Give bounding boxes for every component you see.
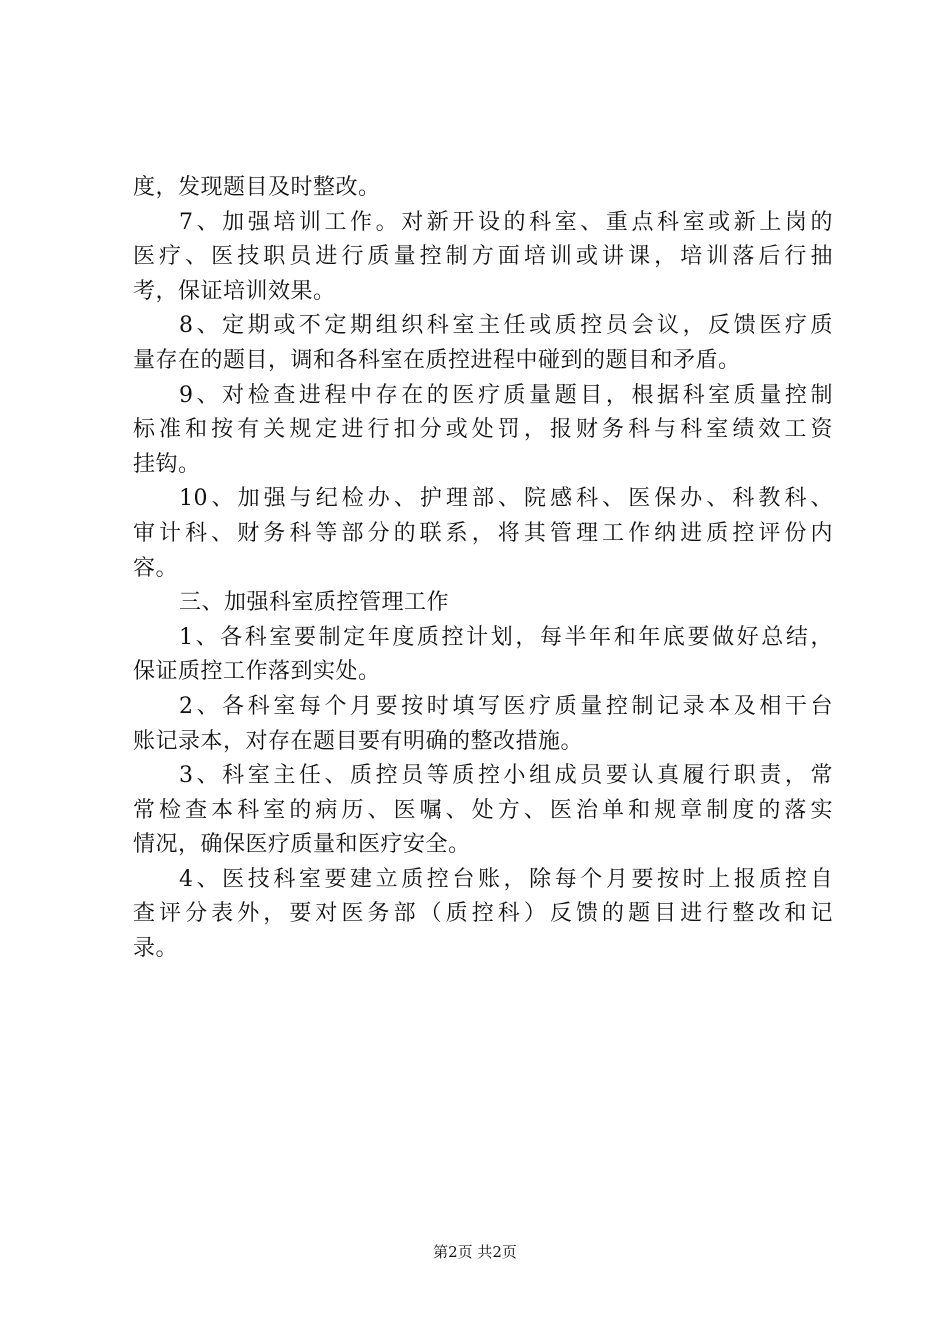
paragraph-line: 医疗、医技职员进行质量控制方面培训或讲课，培训落后行抽 — [133, 244, 833, 270]
paragraph-line: 常检查本科室的病历、医嘱、处方、医治单和规章制度的落实 — [133, 797, 833, 823]
paragraph-line: 度，发现题目及时整改。 — [133, 175, 381, 200]
paragraph-line: 三、加强科室质控管理工作 — [179, 590, 450, 616]
paragraph-line: 账记录本，对存在题目要有明确的整改措施。 — [133, 728, 584, 754]
paragraph-line: 考，保证培训效果。 — [133, 278, 336, 304]
paragraph-line: 容。 — [133, 555, 179, 581]
paragraph-line: 查评分表外，要对医务部（质控科）反馈的题目进行整改和记 — [133, 901, 833, 927]
page-footer: 第2页 共2页 — [433, 1243, 517, 1261]
paragraph-line: 7、加强培训工作。对新开设的科室、重点科室或新上岗的 — [179, 209, 833, 235]
paragraph-line: 8、定期或不定期组织科室主任或质控员会议，反馈医疗质 — [179, 313, 833, 339]
document-body — [133, 171, 833, 967]
paragraph-line: 保证质控工作落到实处。 — [133, 659, 381, 685]
paragraph-line: 10、加强与纪检办、护理部、院感科、医保办、科教科、 — [179, 486, 833, 512]
paragraph-line: 标准和按有关规定进行扣分或处罚，报财务科与科室绩效工资 — [133, 417, 833, 443]
paragraph-line: 4、医技科室要建立质控台账，除每个月要按时上报质控自 — [179, 866, 833, 892]
paragraph-line: 情况，确保医疗质量和医疗安全。 — [133, 832, 471, 858]
paragraph-line: 量存在的题目，调和各科室在质控进程中碰到的题目和矛盾。 — [133, 347, 741, 373]
paragraph-line: 录。 — [133, 936, 179, 962]
paragraph-line: 2、各科室每个月要按时填写医疗质量控制记录本及相干台 — [179, 693, 833, 719]
paragraph-line: 9、对检查进程中存在的医疗质量题目，根据科室质量控制 — [179, 382, 833, 408]
paragraph-line: 1、各科室要制定年度质控计划，每半年和年底要做好总结， — [179, 624, 833, 650]
paragraph-line: 3、科室主任、质控员等质控小组成员要认真履行职责，常 — [179, 763, 833, 789]
paragraph-line: 挂钩。 — [133, 451, 201, 477]
paragraph-line: 审计科、财务科等部分的联系，将其管理工作纳进质控评份内 — [133, 520, 833, 546]
